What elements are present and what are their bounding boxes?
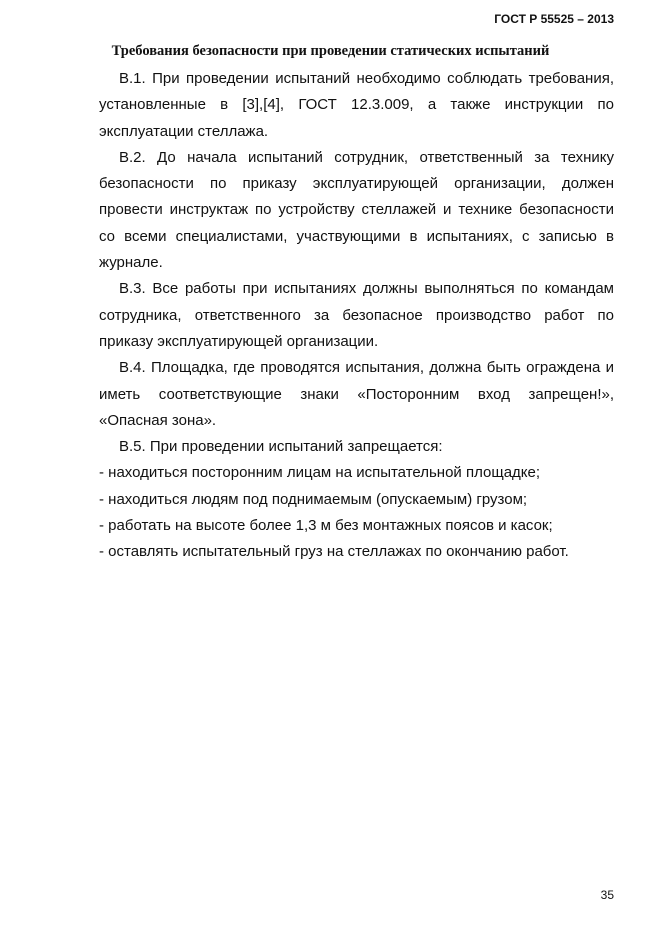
document-body [99, 66, 614, 566]
page-number: 35 [600, 888, 614, 902]
paragraph-b3: В.3. Все работы при испытаниях должны выполняться по командам сотрудника, ответственного за безопасное производство работ по приказу эксплуатирующей организации. [99, 280, 614, 350]
section-title: Требования безопасности при проведении статических испытаний [111, 43, 550, 59]
prohibition-item: - работать на высоте более 1,3 м без монтажных поясов и касок; [99, 517, 553, 535]
paragraph-b5: В.5. При проведении испытаний запрещается: [119, 438, 443, 456]
prohibition-item: - находиться людям под поднимаемым (опускаемым) грузом; [99, 490, 528, 508]
paragraph-b2: В.2. До начала испытаний сотрудник, ответственный за технику безопасности по приказу эксплуатирующей организации, должен провести инструктаж по устройству стеллажей и технике безопасности со всеми специалистами, участвующими в испытаниях, с записью в журнале. [99, 148, 614, 272]
prohibition-item: - оставлять испытательный груз на стеллажах по окончанию работ. [99, 543, 569, 561]
document-code: ГОСТ Р 55525 – 2013 [494, 12, 614, 26]
paragraph-b1: В.1. При проведении испытаний необходимо соблюдать требования, установленные в [3],[4], ГОСТ 12.3.009, а также инструкции по эксплуатации стеллажа. [99, 70, 614, 140]
paragraph-b4: В.4. Площадка, где проводятся испытания, должна быть ограждена и иметь соответствующие знаки «Посторонним вход запрещен!», «Опасная зона». [99, 359, 614, 429]
prohibition-item: - находиться посторонним лицам на испытательной площадке; [99, 464, 541, 482]
